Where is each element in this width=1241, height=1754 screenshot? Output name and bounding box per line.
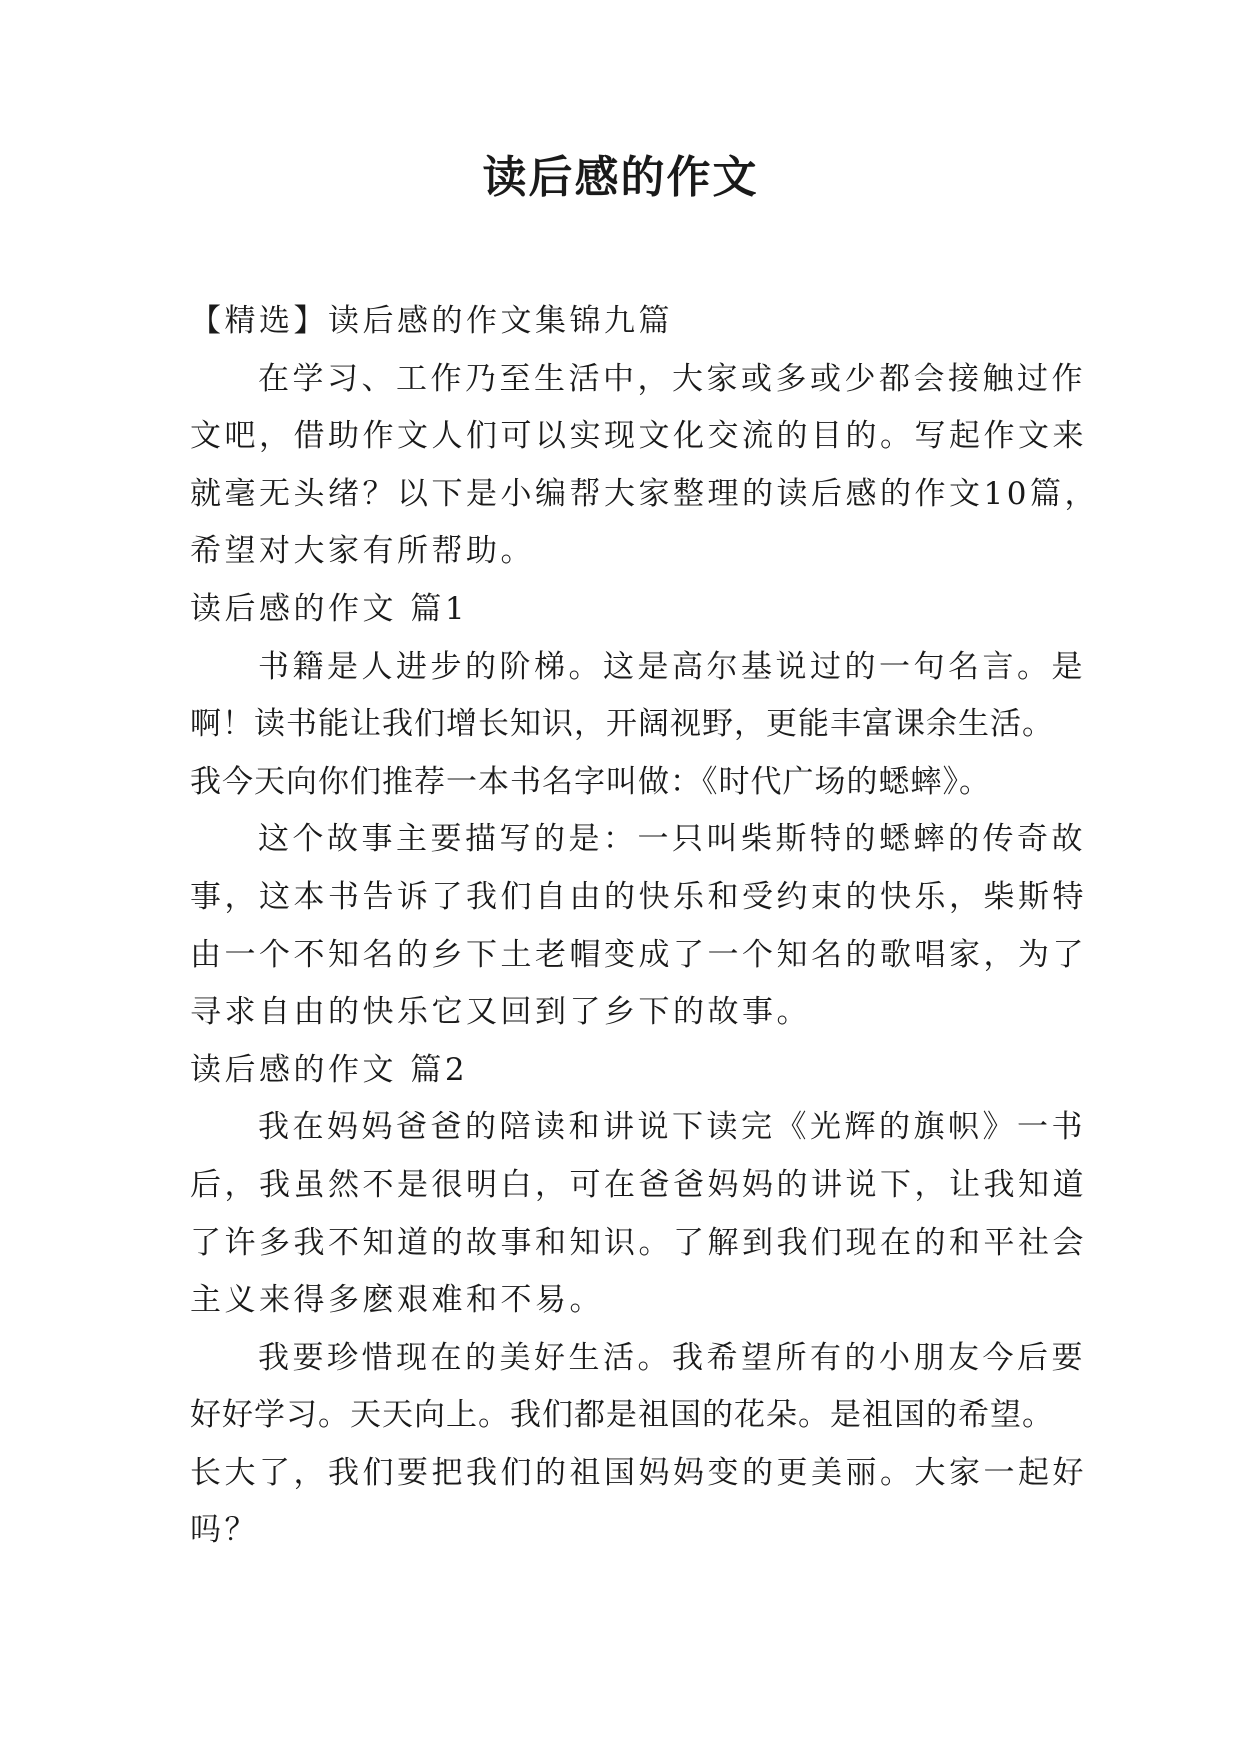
document-title: 读后感的作文 — [482, 152, 759, 203]
subtitle-line: 【精选】读后感的作文集锦九篇 — [190, 303, 673, 339]
section2-paragraph2-line-3: 长大了，我们要把我们的祖国妈妈变的更美丽。大家一起好 — [190, 1454, 1087, 1491]
section2-paragraph1-line-1: 我在妈妈爸爸的陪读和讲说下读完《光辉的旗帜》一书 — [258, 1109, 1086, 1146]
section1-paragraph2-line-3: 由一个不知名的乡下土老帽变成了一个知名的歌唱家，为了 — [190, 936, 1087, 973]
section2-paragraph2-line-1: 我要珍惜现在的美好生活。我希望所有的小朋友今后要 — [258, 1339, 1086, 1376]
section1-paragraph2-line-2: 事，这本书告诉了我们自由的快乐和受约束的快乐，柴斯特 — [190, 878, 1087, 915]
section2-paragraph1-line-3: 了许多我不知道的故事和知识。了解到我们现在的和平社会 — [190, 1224, 1087, 1261]
section2-paragraph2-line-2: 好好学习。天天向上。我们都是祖国的花朵。是祖国的希望。 — [190, 1397, 1054, 1434]
section1-paragraph1-line-2: 啊！读书能让我们增长知识，开阔视野，更能丰富课余生活。 — [190, 706, 1054, 743]
section1-paragraph1-line-3: 我今天向你们推荐一本书名字叫做：《时代广场的蟋蟀》。 — [190, 763, 991, 800]
intro-paragraph-line-4: 希望对大家有所帮助。 — [190, 533, 535, 570]
section2-paragraph1-line-2: 后，我虽然不是很明白，可在爸爸妈妈的讲说下，让我知道 — [190, 1166, 1087, 1203]
intro-paragraph-line-2: 文吧，借助作文人们可以实现文化交流的目的。写起作文来 — [190, 418, 1087, 455]
section1-paragraph1-line-1: 书籍是人进步的阶梯。这是高尔基说过的一句名言。是 — [258, 648, 1086, 685]
section1-paragraph2-line-1: 这个故事主要描写的是：一只叫柴斯特的蟋蟀的传奇故 — [258, 821, 1086, 858]
document-body — [190, 293, 1099, 1560]
intro-paragraph-line-3: 就毫无头绪？以下是小编帮大家整理的读后感的作文10篇， — [190, 475, 1099, 512]
intro-paragraph-line-1: 在学习、工作乃至生活中，大家或多或少都会接触过作 — [258, 360, 1086, 397]
section-heading-2: 读后感的作文 篇2 — [190, 1051, 469, 1088]
section1-paragraph2-line-4: 寻求自由的快乐它又回到了乡下的故事。 — [190, 994, 811, 1031]
section2-paragraph1-line-4: 主义来得多麽艰难和不易。 — [190, 1282, 604, 1319]
section-heading-1: 读后感的作文 篇1 — [190, 590, 469, 627]
section2-paragraph2-line-4: 吗？ — [190, 1512, 259, 1549]
